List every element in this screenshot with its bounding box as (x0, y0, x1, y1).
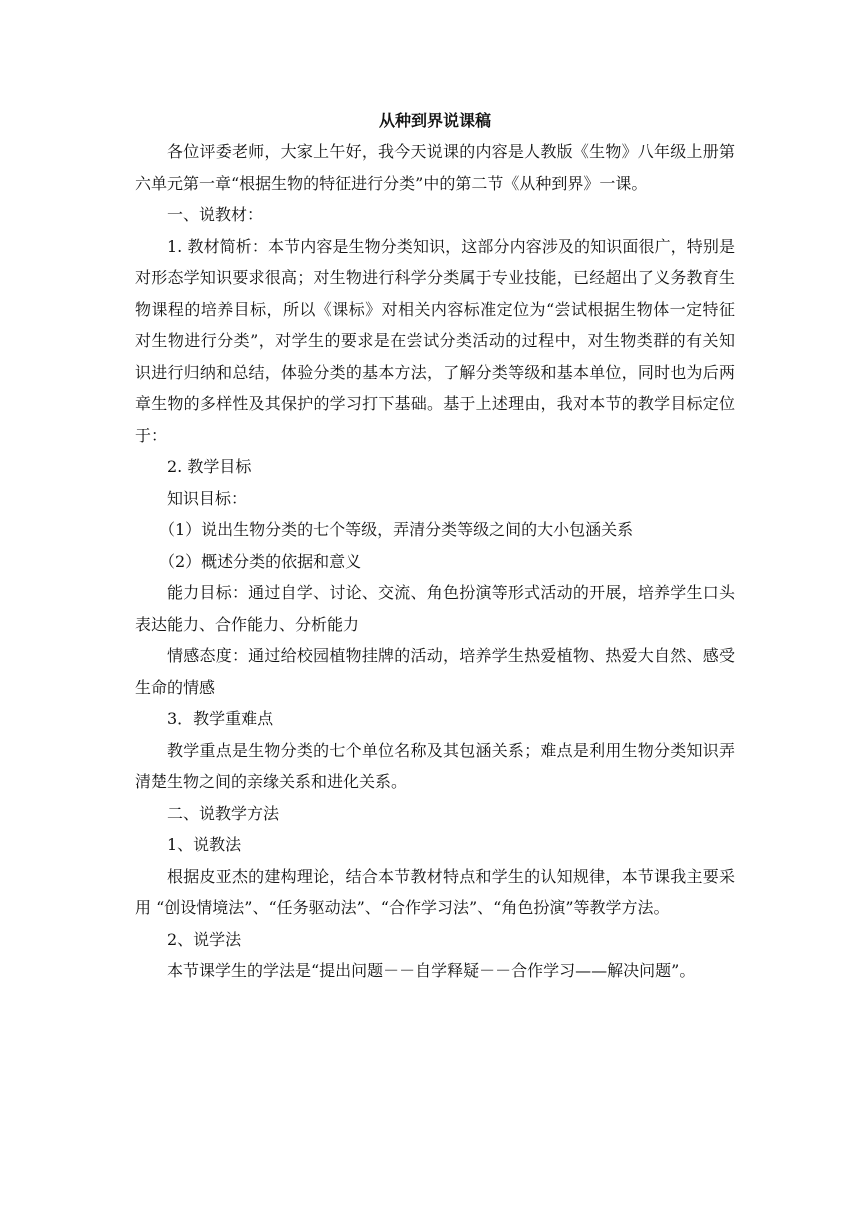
heading-learning-approach: 2、说学法 (167, 929, 242, 949)
document-title: 从种到界说课稿 (378, 111, 491, 130)
heading-key-difficulties: 3．教学重难点 (167, 709, 274, 728)
paragraph-key-difficulties: 教学重点是生物分类的七个单位名称及其包涵关系；难点是利用生物分类知识弄清楚生物之间的亲缘关系和进化关系。 (135, 740, 735, 791)
document-body (135, 110, 735, 987)
heading-knowledge-goals: 知识目标： (167, 488, 248, 508)
heading-teaching-methods: 二、说教学方法 (167, 803, 280, 823)
paragraph-ability-goals: 能力目标：通过自学、讨论、交流、角色扮演等形式活动的开展，培养学生口头表达能力、合作能力、分析能力 (135, 583, 735, 634)
paragraph-emotion-goals: 情感态度：通过给校园植物挂牌的活动，培养学生热爱植物、热爱大自然、感受生命的情感 (135, 646, 735, 697)
paragraph-learning-approach: 本节课学生的学法是“提出问题－－自学释疑－－合作学习——解决问题”。 (167, 961, 696, 980)
list-item-knowledge-1: （1）说出生物分类的七个等级，弄清分类等级之间的大小包涵关系 (159, 520, 634, 539)
heading-teaching-approach: 1、说教法 (167, 835, 242, 854)
paragraph-intro: 各位评委老师，大家上午好，我今天说课的内容是人教版《生物》八年级上册第六单元第一章“根据生物的特征进行分类”中的第二节《从种到界》一课。 (135, 142, 735, 193)
paragraph-teaching-approach: 根据皮亚杰的建构理论，结合本节教材特点和学生的认知规律，本节课我主要采用 “创设情境法”、“任务驱动法”、“合作学习法”、“角色扮演”等教学方法。 (135, 866, 735, 917)
paragraph-textbook-analysis: 1. 教材简析：本节内容是生物分类知识，这部分内容涉及的知识面很广，特别是对形态学知识要求很高；对生物进行科学分类属于专业技能，已经超出了义务教育生物课程的培养目标，所以《课标》对相关内容标准定位为“尝试根据生物体一定特征对生物进行分类”，对学生的要求是在尝试分类活动的过程中，对生物类群的有关知识进行归纳和总结，体验分类的基本方法，了解分类等级和基本单位，同时也为后两章生物的多样性及其保护的学习打下基础。基于上述理由，我对本节的教学目标定位于： (135, 236, 735, 445)
heading-textbook: 一、说教材： (167, 205, 264, 224)
heading-teaching-goals: 2. 教学目标 (167, 457, 252, 476)
list-item-knowledge-2: （2）概述分类的依据和意义 (159, 551, 362, 571)
